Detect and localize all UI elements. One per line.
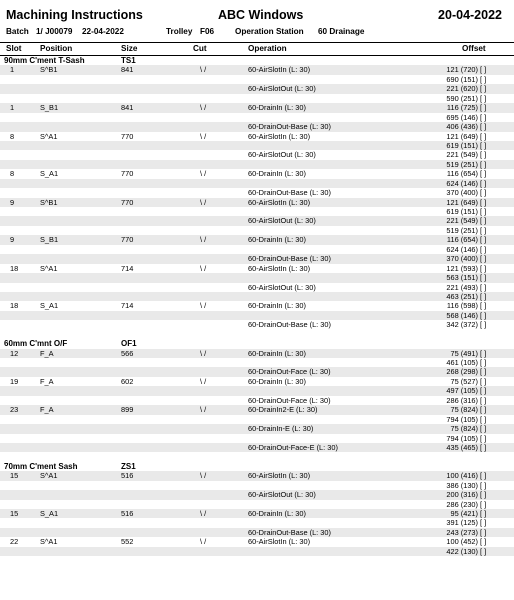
check-box[interactable]: [ ]	[480, 140, 487, 150]
check-box[interactable]: [ ]	[480, 527, 487, 537]
position-cell: S^A1	[40, 537, 58, 547]
table-row	[0, 386, 514, 395]
check-box[interactable]: [ ]	[480, 480, 487, 490]
position-cell: S_A1	[40, 301, 59, 311]
table-row	[0, 264, 514, 273]
size-cell: 841	[121, 65, 134, 75]
check-box[interactable]: [ ]	[480, 235, 487, 245]
check-box[interactable]: [ ]	[480, 188, 487, 198]
offset-cell: 519 (251)	[446, 159, 478, 169]
check-box[interactable]: [ ]	[480, 74, 487, 84]
check-box[interactable]: [ ]	[480, 169, 487, 179]
check-box[interactable]: [ ]	[480, 197, 487, 207]
check-box[interactable]: [ ]	[480, 537, 487, 547]
operation-cell: 60-DrainOut-Base (L: 30)	[248, 320, 331, 330]
offset-cell: 268 (298)	[446, 367, 478, 377]
cut-cell: \ /	[200, 131, 207, 141]
group-header	[0, 339, 514, 348]
cut-cell: \ /	[200, 301, 207, 311]
offset-cell: 116 (654)	[446, 235, 478, 245]
offset-cell: 121 (649)	[446, 197, 478, 207]
group-title: 90mm C'ment T-Sash	[4, 56, 85, 65]
table-row	[0, 509, 514, 518]
slot-cell: 9	[10, 197, 15, 207]
operation-cell: 60-AirSlotIn (L: 30)	[248, 537, 311, 547]
cut-cell: \ /	[200, 376, 207, 386]
check-box[interactable]: [ ]	[480, 159, 487, 169]
check-box[interactable]: [ ]	[480, 263, 487, 273]
offset-cell: 75 (527)	[450, 376, 478, 386]
offset-cell: 619 (151)	[446, 207, 478, 216]
offset-cell: 519 (251)	[446, 225, 478, 235]
check-box[interactable]: [ ]	[480, 386, 487, 396]
offset-cell: 624 (146)	[446, 244, 478, 254]
size-cell: 770	[121, 169, 134, 179]
offset-cell: 75 (824)	[450, 424, 478, 434]
table-row	[0, 292, 514, 301]
table-row	[0, 226, 514, 235]
table-row	[0, 169, 514, 178]
size-cell: 714	[121, 301, 134, 311]
operation-cell: 60-DrainOut-Base (L: 30)	[248, 527, 331, 537]
operation-cell: 60-DrainIn (L: 30)	[248, 301, 306, 311]
offset-cell: 563 (151)	[446, 273, 478, 283]
check-box[interactable]: [ ]	[480, 254, 487, 264]
cut-cell: \ /	[200, 169, 207, 179]
group-header	[0, 56, 514, 65]
operation-cell: 60-AirSlotOut (L: 30)	[248, 490, 316, 500]
operation-cell: 60-DrainIn (L: 30)	[248, 235, 306, 245]
company-name: ABC Windows	[218, 8, 304, 22]
operation-cell: 60-DrainIn (L: 30)	[248, 103, 306, 113]
col-cut: Cut	[193, 44, 207, 53]
group-title: 70mm C'ment Sash	[4, 461, 78, 471]
offset-cell: 100 (452)	[446, 537, 478, 547]
check-box[interactable]: [ ]	[480, 282, 487, 292]
table-row	[0, 518, 514, 527]
size-cell: 714	[121, 263, 134, 273]
check-box[interactable]: [ ]	[480, 310, 487, 320]
offset-cell: 116 (725)	[446, 103, 478, 113]
position-cell: S^A1	[40, 471, 58, 481]
slot-cell: 8	[10, 131, 15, 141]
offset-cell: 619 (151)	[446, 140, 478, 150]
check-box[interactable]: [ ]	[480, 518, 487, 528]
position-cell: S^B1	[40, 65, 58, 75]
table-row	[0, 273, 514, 282]
col-operation: Operation	[248, 44, 287, 53]
slot-cell: 15	[10, 509, 19, 518]
operation-cell: 60-DrainIn (L: 30)	[248, 509, 306, 518]
table-row	[0, 471, 514, 480]
check-box[interactable]: [ ]	[480, 348, 487, 358]
check-box[interactable]: [ ]	[480, 65, 487, 75]
operation-cell: 60-DrainOut-Base (L: 30)	[248, 122, 331, 132]
offset-cell: 461 (105)	[446, 358, 478, 367]
check-box[interactable]: [ ]	[480, 395, 487, 405]
slot-cell: 8	[10, 169, 15, 179]
table-row	[0, 490, 514, 499]
check-box[interactable]: [ ]	[480, 301, 487, 311]
table-row	[0, 415, 514, 424]
position-cell: S_B1	[40, 103, 59, 113]
offset-cell: 75 (491)	[450, 348, 478, 358]
table-row	[0, 434, 514, 443]
operation-cell: 60-AirSlotIn (L: 30)	[248, 65, 311, 75]
offset-cell: 243 (273)	[446, 527, 478, 537]
operation-cell: 60-DrainOut-Face (L: 30)	[248, 395, 331, 405]
offset-cell: 221 (620)	[446, 84, 478, 94]
table-row	[0, 160, 514, 169]
position-cell: S^A1	[40, 263, 58, 273]
operation-cell: 60-AirSlotOut (L: 30)	[248, 282, 316, 292]
position-cell: F_A	[40, 348, 54, 358]
check-box[interactable]: [ ]	[480, 509, 487, 518]
col-slot: Slot	[6, 44, 22, 53]
offset-cell: 100 (416)	[446, 471, 478, 481]
table-row	[0, 179, 514, 188]
operation-cell: 60-AirSlotOut (L: 30)	[248, 150, 316, 160]
operation-cell: 60-DrainIn (L: 30)	[248, 376, 306, 386]
spacer-row	[0, 330, 514, 339]
table-row	[0, 500, 514, 509]
check-box[interactable]: [ ]	[480, 320, 487, 330]
trolley-value: F06	[200, 27, 215, 36]
offset-cell: 116 (598)	[446, 301, 478, 311]
operation-cell: 60-AirSlotOut (L: 30)	[248, 216, 316, 226]
group-code: ZS1	[121, 461, 136, 471]
table-row	[0, 320, 514, 329]
table-row	[0, 377, 514, 386]
operation-cell: 60-DrainOut-Face-E (L: 30)	[248, 442, 338, 452]
table-row	[0, 396, 514, 405]
operation-cell: 60-DrainOut-Base (L: 30)	[248, 188, 331, 198]
offset-cell: 286 (230)	[446, 499, 478, 509]
offset-cell: 370 (400)	[446, 254, 478, 264]
size-cell: 770	[121, 131, 134, 141]
check-box[interactable]: [ ]	[480, 216, 487, 226]
offset-cell: 406 (436)	[446, 122, 478, 132]
table-row	[0, 528, 514, 537]
table-row	[0, 254, 514, 263]
check-box[interactable]: [ ]	[480, 178, 487, 188]
offset-cell: 221 (549)	[446, 150, 478, 160]
table-row	[0, 141, 514, 150]
check-box[interactable]: [ ]	[480, 93, 487, 103]
size-cell: 516	[121, 509, 134, 518]
table-row	[0, 443, 514, 452]
operation-cell: 60-AirSlotIn (L: 30)	[248, 197, 311, 207]
check-box[interactable]: [ ]	[480, 225, 487, 235]
instruction-table	[0, 56, 514, 556]
station-value: 60 Drainage	[318, 27, 365, 36]
group-code: OF1	[121, 339, 137, 349]
size-cell: 602	[121, 376, 134, 386]
operation-cell: 60-DrainOut-Face (L: 30)	[248, 367, 331, 377]
slot-cell: 18	[10, 301, 19, 311]
report-date: 20-04-2022	[438, 8, 502, 22]
check-box[interactable]: [ ]	[480, 546, 487, 556]
operation-cell: 60-DrainIn-E (L: 30)	[248, 424, 314, 434]
slot-cell: 1	[10, 103, 15, 113]
offset-cell: 386 (130)	[446, 480, 478, 490]
check-box[interactable]: [ ]	[480, 424, 487, 434]
table-row	[0, 216, 514, 225]
table-row	[0, 367, 514, 376]
check-box[interactable]: [ ]	[480, 112, 487, 122]
cut-cell: \ /	[200, 263, 207, 273]
offset-cell: 75 (824)	[450, 405, 478, 415]
size-cell: 552	[121, 537, 134, 547]
position-cell: S^B1	[40, 197, 58, 207]
operation-cell: 60-AirSlotIn (L: 30)	[248, 263, 311, 273]
check-box[interactable]: [ ]	[480, 207, 487, 216]
table-row	[0, 537, 514, 546]
offset-cell: 794 (105)	[446, 414, 478, 424]
slot-cell: 19	[10, 376, 19, 386]
slot-cell: 18	[10, 263, 19, 273]
table-row	[0, 113, 514, 122]
table-row	[0, 207, 514, 216]
table-row	[0, 132, 514, 141]
col-offset: Offset	[462, 44, 486, 53]
check-box[interactable]: [ ]	[480, 499, 487, 509]
offset-cell: 624 (146)	[446, 178, 478, 188]
check-box[interactable]: [ ]	[480, 291, 487, 301]
cut-cell: \ /	[200, 537, 207, 547]
spacer-row	[0, 452, 514, 461]
cut-cell: \ /	[200, 471, 207, 481]
operation-cell: 60-DrainOut-Base (L: 30)	[248, 254, 331, 264]
table-row	[0, 481, 514, 490]
offset-cell: 121 (649)	[446, 131, 478, 141]
slot-cell: 1	[10, 65, 15, 75]
slot-cell: 23	[10, 405, 19, 415]
table-row	[0, 235, 514, 244]
table-row	[0, 424, 514, 433]
offset-cell: 286 (316)	[446, 395, 478, 405]
cut-cell: \ /	[200, 509, 207, 518]
position-cell: S_B1	[40, 235, 59, 245]
cut-cell: \ /	[200, 65, 207, 75]
check-box[interactable]: [ ]	[480, 414, 487, 424]
offset-cell: 422 (130)	[446, 546, 478, 556]
position-cell: F_A	[40, 376, 54, 386]
table-row	[0, 547, 514, 556]
offset-cell: 221 (549)	[446, 216, 478, 226]
table-row	[0, 188, 514, 197]
offset-cell: 568 (146)	[446, 310, 478, 320]
size-cell: 770	[121, 235, 134, 245]
group-header	[0, 462, 514, 471]
position-cell: S_A1	[40, 169, 59, 179]
operation-cell: 60-AirSlotIn (L: 30)	[248, 471, 311, 481]
table-row	[0, 103, 514, 112]
batch-value: 1/ J00079	[36, 27, 73, 36]
offset-cell: 370 (400)	[446, 188, 478, 198]
check-box[interactable]: [ ]	[480, 150, 487, 160]
table-row	[0, 94, 514, 103]
check-box[interactable]: [ ]	[480, 84, 487, 94]
slot-cell: 15	[10, 471, 19, 481]
check-box[interactable]: [ ]	[480, 442, 487, 452]
offset-cell: 116 (654)	[446, 169, 478, 179]
operation-cell: 60-DrainIn (L: 30)	[248, 348, 306, 358]
slot-cell: 12	[10, 348, 19, 358]
check-box[interactable]: [ ]	[480, 122, 487, 132]
size-cell: 566	[121, 348, 134, 358]
slot-cell: 22	[10, 537, 19, 547]
table-row	[0, 150, 514, 159]
operation-cell: 60-DrainIn (L: 30)	[248, 169, 306, 179]
cut-cell: \ /	[200, 197, 207, 207]
table-row	[0, 405, 514, 414]
batch-date: 22-04-2022	[82, 27, 124, 36]
offset-cell: 95 (421)	[450, 509, 478, 518]
cut-cell: \ /	[200, 405, 207, 415]
table-row	[0, 198, 514, 207]
cut-cell: \ /	[200, 103, 207, 113]
table-row	[0, 245, 514, 254]
cut-cell: \ /	[200, 348, 207, 358]
table-row	[0, 301, 514, 310]
report-title: Machining Instructions	[6, 8, 143, 22]
check-box[interactable]: [ ]	[480, 244, 487, 254]
offset-cell: 794 (105)	[446, 433, 478, 443]
offset-cell: 463 (251)	[446, 291, 478, 301]
offset-cell: 200 (316)	[446, 490, 478, 500]
position-cell: S_A1	[40, 509, 59, 518]
check-box[interactable]: [ ]	[480, 376, 487, 386]
group-title: 60mm C'mnt O/F	[4, 339, 68, 349]
operation-cell: 60-AirSlotIn (L: 30)	[248, 131, 311, 141]
slot-cell: 9	[10, 235, 15, 245]
table-row	[0, 122, 514, 131]
batch-label: Batch	[6, 27, 29, 36]
offset-cell: 590 (251)	[446, 93, 478, 103]
size-cell: 841	[121, 103, 134, 113]
check-box[interactable]: [ ]	[480, 471, 487, 481]
check-box[interactable]: [ ]	[480, 367, 487, 377]
column-headers	[0, 42, 514, 56]
offset-cell: 391 (125)	[446, 518, 478, 528]
table-row	[0, 358, 514, 367]
position-cell: S^A1	[40, 131, 58, 141]
table-row	[0, 65, 514, 74]
check-box[interactable]: [ ]	[480, 131, 487, 141]
col-size: Size	[121, 44, 138, 53]
cut-cell: \ /	[200, 235, 207, 245]
table-row	[0, 349, 514, 358]
position-cell: F_A	[40, 405, 54, 415]
offset-cell: 121 (720)	[446, 65, 478, 75]
table-row	[0, 75, 514, 84]
table-row	[0, 311, 514, 320]
check-box[interactable]: [ ]	[480, 490, 487, 500]
offset-cell: 342 (372)	[446, 320, 478, 330]
group-code: TS1	[121, 56, 136, 65]
offset-cell: 690 (151)	[446, 74, 478, 84]
size-cell: 899	[121, 405, 134, 415]
operation-cell: 60-AirSlotOut (L: 30)	[248, 84, 316, 94]
operation-cell: 60-DrainIn2-E (L: 30)	[248, 405, 318, 415]
offset-cell: 695 (146)	[446, 112, 478, 122]
check-box[interactable]: [ ]	[480, 358, 487, 367]
check-box[interactable]: [ ]	[480, 103, 487, 113]
col-position: Position	[40, 44, 73, 53]
offset-cell: 497 (105)	[446, 386, 478, 396]
station-label: Operation Station	[235, 27, 304, 36]
table-row	[0, 84, 514, 93]
trolley-label: Trolley	[166, 27, 193, 36]
check-box[interactable]: [ ]	[480, 405, 487, 415]
offset-cell: 121 (593)	[446, 263, 478, 273]
size-cell: 770	[121, 197, 134, 207]
offset-cell: 221 (493)	[446, 282, 478, 292]
offset-cell: 435 (465)	[446, 442, 478, 452]
check-box[interactable]: [ ]	[480, 433, 487, 443]
check-box[interactable]: [ ]	[480, 273, 487, 283]
table-row	[0, 283, 514, 292]
size-cell: 516	[121, 471, 134, 481]
